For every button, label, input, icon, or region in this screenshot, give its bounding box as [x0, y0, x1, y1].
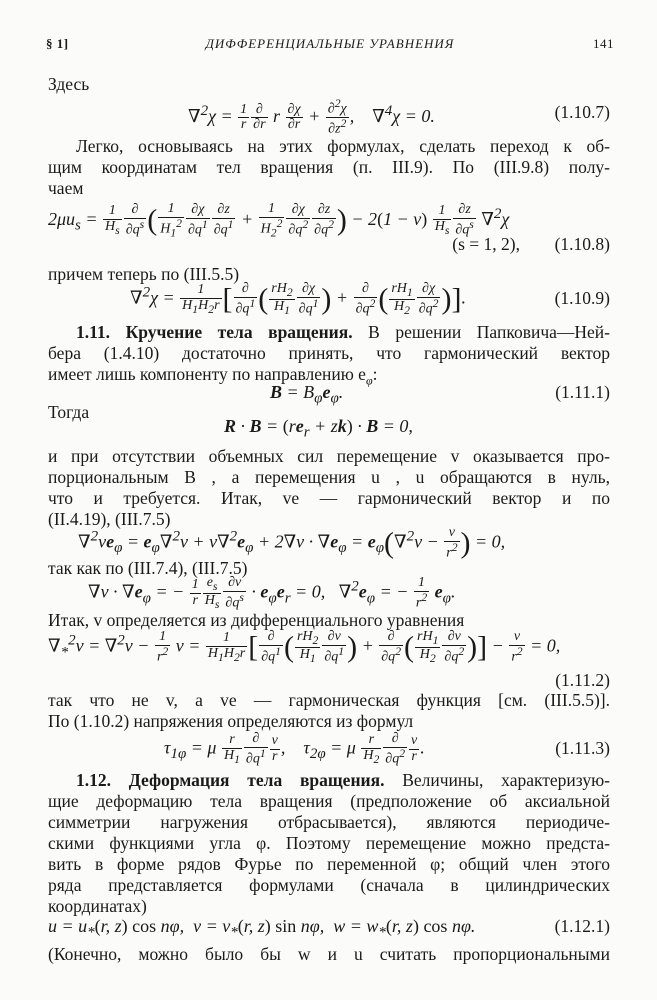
eq-number: (1.11.3): [555, 738, 610, 758]
equation-r-dot-b: $R \cdot B = (re_r + zk) \cdot B = 0$,: [224, 416, 413, 441]
page-number: 141: [593, 36, 614, 51]
section-1-11-line: 1.11. Кручение тела вращения. В решении Папковича—Ней-: [76, 322, 610, 342]
paragraph-line: По (1.10.2) напряжения определяются из формул: [48, 711, 414, 731]
paragraph-line: ряда представляется формулами (сначала в цилиндрических: [48, 875, 610, 895]
text-togda: Тогда: [48, 402, 90, 422]
paragraph-line: вить в форме рядов Фурье по переменной φ; общий член этого: [48, 854, 610, 874]
section-1-12-line: 1.12. Деформация тела вращения. Величины, характеризую-: [76, 770, 610, 790]
paragraph-line: координатах): [48, 896, 147, 916]
paragraph-line: что и требуется. Итак, ve — гармонический вектор и по: [48, 488, 610, 508]
paragraph-line: Легко, основываясь на этих формулах, сделать переход к об-: [76, 136, 610, 156]
section-mark: § 1]: [46, 36, 69, 51]
eq-number: (1.12.1): [554, 916, 610, 936]
paragraph-line: Итак, v определяется из дифференциального уравнения: [48, 610, 465, 630]
equation-1-11-2: $\nabla_*^2v = \nabla^2v$ − $\frac{1}{r^2}$ v = $\frac{1}{H_1H_2r}$ [ $\frac{\partial}{\partial q^1}$ ( $\frac{rH_2}{H_1}$ $\frac{\partial v}{\partial q^1}$ ) + $\frac{\partial}{\partial q^2}$ ( $\frac{rH_1}{H_2}$ $\frac{\partial v}{\partial q^2}$ )] − $\frac{v}{r^2}$ = 0, (1.11.2): [48, 629, 610, 690]
equation-1-11-3: $\tau_{1\varphi} = \mu$ $\frac{r}{H_1}$ $\frac{\partial}{\partial q^1}$ $\frac{v}{r}$ , $\tau_{2\varphi} = \mu$ $\frac{r}{H_2}$ $\frac{\partial}{\partial q^2}$ $\frac{v}{r}$ . (1.11.3): [164, 731, 610, 767]
running-title: ДИФФЕРЕНЦИАЛЬНЫЕ УРАВНЕНИЯ: [205, 36, 455, 51]
equation-1-10-8: $2\mu u_s$ = $\frac{1}{H_s}$ $\frac{\partial}{\partial q^s}$ ( $\frac{1}{H_1^2}$ $\frac{\partial\chi}{\partial q^1}$ $\frac{\partial z}{\partial q^1}$ + $\frac{1}{H_2^2}$ $\frac{\partial\chi}{\partial q^2}$ $\frac{\partial z}{\partial q^2}$ ) − 2(1 − ν) $\frac{1}{H_s}$ $\frac{\partial z}{\partial q^s}$ ∇$^2$χ (s = 1, 2), (1.10.8): [48, 201, 610, 254]
paragraph-line: щим координатам тел вращения (п. III.9). По (III.9.8) полу-: [48, 157, 610, 177]
eq-number: (1.10.8): [554, 234, 610, 254]
equation-1-10-7: ∇$^2$χ = $\frac{1}{r}$ $\frac{\partial}{\partial r}$ r $\frac{\partial\chi}{\partial r}$ + $\frac{\partial^2\chi}{\partial z^2}$ , ∇$^4$χ = 0. (1.10.7): [188, 97, 610, 137]
paragraph-line: симметрии нагружения отбрасывается), являются периодиче-: [48, 812, 610, 832]
paragraph-line: причем теперь по (III.5.5): [48, 264, 240, 284]
section-heading: 1.11. Кручение тела вращения.: [76, 322, 353, 342]
eq-number: (1.11.1): [555, 382, 610, 402]
paragraph-line: так что не v, а ve — гармоническая функция [см. (III.5.5)].: [48, 690, 610, 710]
text-zdes: Здесь: [48, 74, 90, 94]
paragraph-line: и при отсутствии объемных сил перемещение v оказывается про-: [48, 446, 610, 466]
paragraph-line: бера (1.4.10) достаточно принять, что гармонический вектор: [48, 343, 610, 363]
paragraph-line: щие деформацию тела вращения (предположение об аксиальной: [48, 791, 610, 811]
paragraph-line: (II.4.19), (III.7.5): [48, 509, 171, 529]
paragraph-line: порциональным B , а перемещения u , u обращаются в нуль,: [48, 467, 610, 487]
paragraph-line: (Конечно, можно было бы w и u считать пропорциональными: [48, 944, 610, 964]
paragraph-line: так как по (III.7.4), (III.7.5): [48, 558, 248, 578]
equation-grad-v: $\nabla v \cdot \nabla e_\varphi$ = − $\frac{1}{r}$ $\frac{e_s}{H_s}$ $\frac{\partial v}{\partial q^s}$ · $e_\varphi e_r = 0$, $\nabla^2e_\varphi$ = − $\frac{1}{r^2}$ $e_\varphi$.: [88, 575, 456, 611]
paragraph-line: чаем: [48, 178, 84, 198]
eq-condition: (s = 1, 2),: [452, 234, 520, 254]
eq-number: (1.11.2): [555, 670, 610, 690]
equation-1-12-1: $u = u_*(r$, z) cos nφ, $v = v_*(r$, z) sin nφ, $w = w_*(r$, z) cos nφ. (1.12.1): [48, 916, 610, 941]
paragraph-line: имеет лишь компоненту по направлению $e_\varphi$:: [48, 364, 378, 388]
equation-laplace-ve: $\nabla^2ve_\varphi = e_\varphi\nabla^2v + v\nabla^2e_\varphi + 2\nabla v \cdot \nabla e_\varphi = e_\varphi(\nabla^2v$ − $\frac{v}{r^2}$ ) = 0,: [78, 525, 506, 561]
paragraph-line: скими функциями угла φ. Поэтому перемещение можно предста-: [48, 833, 610, 853]
equation-1-10-9: ∇$^2$χ = $\frac{1}{H_1H_2r}$ [ $\frac{\partial}{\partial q^1}$ ( $\frac{rH_2}{H_1}$ $\frac{\partial\chi}{\partial q^1}$ ) + $\frac{\partial}{\partial q^2}$ ( $\frac{rH_1}{H_2}$ $\frac{\partial\chi}{\partial q^2}$ )]. (1.10.9): [130, 281, 610, 317]
equation-1-11-1: $B = B_\varphi e_\varphi$. (1.11.1): [270, 382, 610, 407]
section-heading: 1.12. Деформация тела вращения.: [76, 770, 385, 790]
eq-number: (1.10.7): [554, 102, 610, 122]
eq-number: (1.10.9): [554, 288, 610, 308]
